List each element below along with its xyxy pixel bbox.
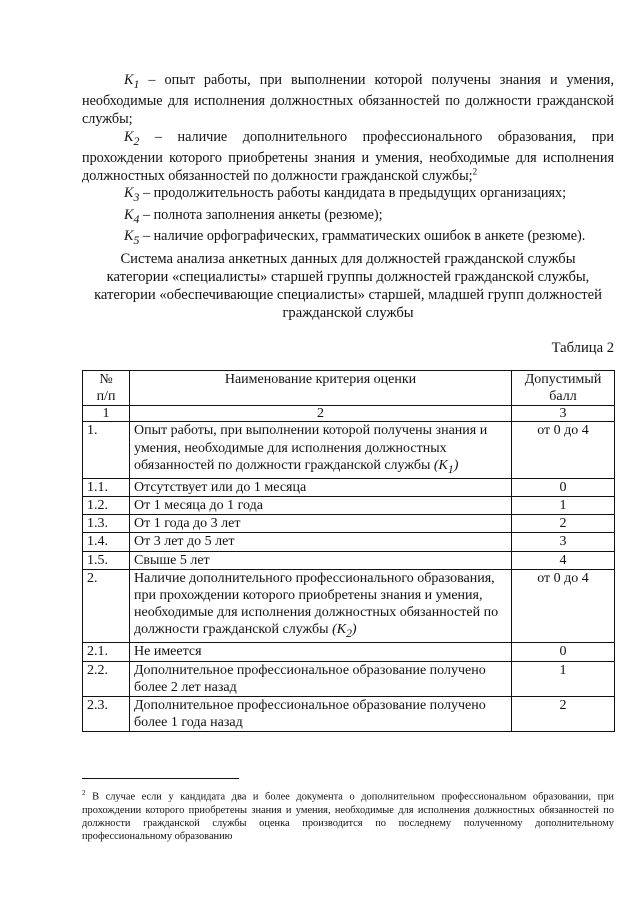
row-criterion-cell: Отсутствует или до 1 месяца	[130, 478, 512, 496]
table-row	[83, 551, 615, 569]
footnote-separator	[82, 778, 239, 779]
title-line: гражданской службы	[282, 305, 414, 321]
k1-symbol: $K_1$	[124, 72, 140, 91]
header-score-cell: Допустимый балл	[512, 371, 615, 406]
row-criterion-cell: Свыше 5 лет	[130, 551, 512, 569]
table-header-row	[83, 371, 615, 406]
row-criterion-cell: Наличие дополнительного профессионального образования, при прохождении которого приобретены знания и умения, необходимые для исполнения должностных обязанностей по должности гражданской службы $(K_2)$	[130, 569, 512, 643]
row-criterion-cell: Дополнительное профессиональное образование получено более 1 года назад	[130, 697, 512, 732]
table-row	[83, 478, 615, 496]
section-title	[82, 250, 614, 322]
row-score-cell: 4	[512, 551, 615, 569]
row-criterion-cell: От 1 месяца до 1 года	[130, 497, 512, 515]
criteria-legend	[82, 72, 614, 249]
title-line: Система анализа анкетных данных для должностей гражданской службы	[120, 251, 576, 267]
footnote-text: В случае если у кандидата два и более документа о дополнительном профессиональном образовании, при прохождении которого приобретены знания и умения, необходимые для исполнения должностных обязанностей по должности гражданской службы оценка производится по последнему полученному дополнительному профессиональному образованию	[82, 791, 614, 843]
table-row	[83, 643, 615, 661]
row-score-cell: 2	[512, 697, 615, 732]
criteria-table	[82, 370, 615, 732]
table-row	[83, 569, 615, 643]
row-number-cell: 1.2.	[83, 497, 130, 515]
criterion-symbol: $(K_2)$	[332, 622, 357, 641]
row-number-cell: 2.1.	[83, 643, 130, 661]
row-criterion-cell: От 3 лет до 5 лет	[130, 533, 512, 551]
row-score-cell: от 0 до 4	[512, 569, 615, 643]
table-row	[83, 422, 615, 478]
table-caption: Таблица 2	[551, 340, 614, 356]
title-line: категории «обеспечивающие специалисты» старшей, младшей групп должностей	[94, 287, 602, 303]
row-score-cell: 0	[512, 643, 615, 661]
row-number-cell: 2.3.	[83, 697, 130, 732]
row-score-cell: 1	[512, 497, 615, 515]
row-criterion-cell: Дополнительное профессиональное образование получено более 2 лет назад	[130, 661, 512, 696]
k2-symbol: $K_2$	[124, 128, 140, 148]
table-row	[83, 497, 615, 515]
table-row	[83, 697, 615, 732]
header-num-cell: № п/п	[83, 371, 130, 406]
row-number-cell: 1.5.	[83, 551, 130, 569]
footnote-number: 2	[82, 789, 86, 797]
column-number-cell: 1	[83, 406, 130, 422]
column-number-cell: 3	[512, 406, 615, 422]
table-row	[83, 515, 615, 533]
row-number-cell: 2.2.	[83, 661, 130, 696]
title-line: категории «специалисты» старшей группы должностей гражданской службы,	[106, 269, 590, 285]
row-score-cell: от 0 до 4	[512, 422, 615, 478]
k5-symbol: $K_5$	[124, 228, 140, 247]
footnote	[82, 787, 614, 843]
k3-symbol: $K_3$	[124, 185, 140, 205]
row-number-cell: 1.4.	[83, 533, 130, 551]
legend-k2: $K_2$ – наличие дополнительного профессионального образования, при прохождении которого приобретены знания и умения, необходимые для исполнения должностных обязанностей по должности гражданской службы;$^2$	[82, 128, 614, 184]
row-score-cell: 2	[512, 515, 615, 533]
row-number-cell: 1.	[83, 422, 130, 478]
footnote-reference[interactable]: 2	[472, 165, 478, 176]
row-number-cell: 1.1.	[83, 478, 130, 496]
column-number-cell: 2	[130, 406, 512, 422]
legend-k3: $K_3$ – продолжительность работы кандидата в предыдущих организациях;	[124, 185, 567, 205]
column-number-row	[83, 406, 615, 422]
criterion-symbol: $(K_1)$	[433, 457, 459, 476]
row-score-cell: 0	[512, 478, 615, 496]
row-criterion-cell: Не имеется	[130, 643, 512, 661]
k4-symbol: $K_4$	[124, 206, 140, 226]
legend-k4: $K_4$ – полнота заполнения анкеты (резюме);	[124, 206, 383, 226]
row-criterion-cell: От 1 года до 3 лет	[130, 515, 512, 533]
legend-k1: $K_1$ – опыт работы, при выполнении которой получены знания и умения, необходимые для исполнения должностных обязанностей по должности гражданской службы;	[82, 72, 614, 128]
legend-k5: $K_5$ – наличие орфографических, грамматических ошибок в анкете (резюме).	[124, 228, 586, 247]
table-row	[83, 661, 615, 696]
table-row	[83, 533, 615, 551]
header-criterion-cell: Наименование критерия оценки	[130, 371, 512, 406]
row-number-cell: 2.	[83, 569, 130, 643]
row-score-cell: 3	[512, 533, 615, 551]
row-number-cell: 1.3.	[83, 515, 130, 533]
row-score-cell: 1	[512, 661, 615, 696]
row-criterion-cell: Опыт работы, при выполнении которой получены знания и умения, необходимые для исполнения должностных обязанностей по должности гражданской службы $(K_1)$	[130, 422, 512, 478]
